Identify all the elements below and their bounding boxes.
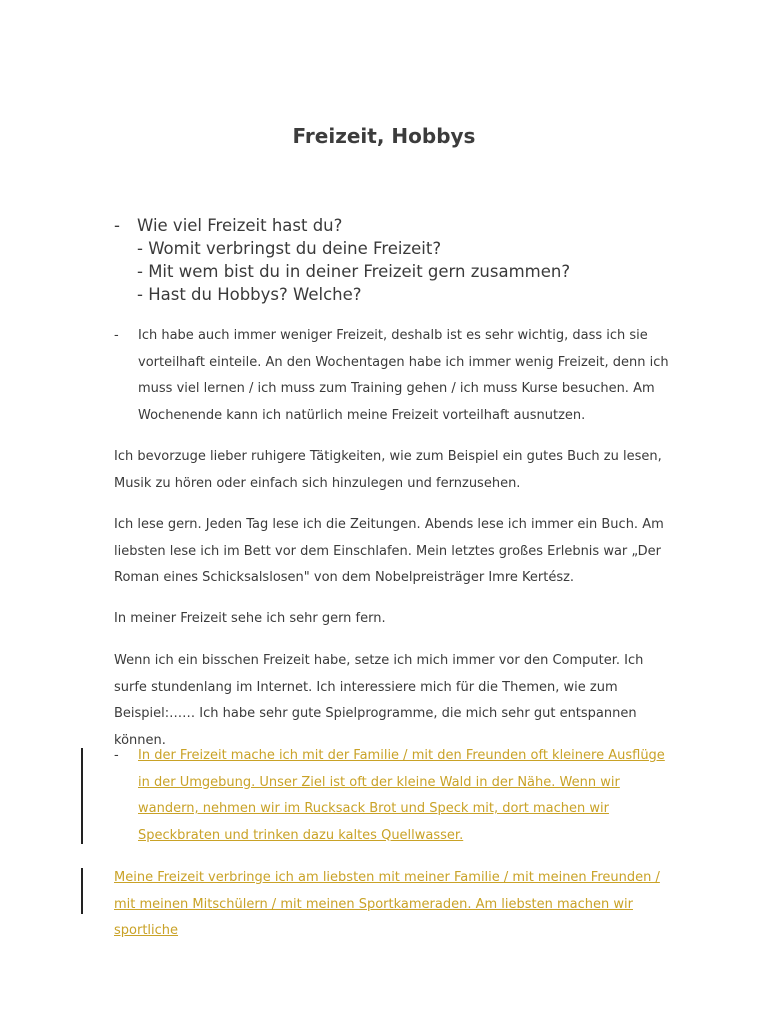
bullet-paragraph [114, 323, 684, 429]
question-text: - Mit wem bist du in deiner Freizeit gern zusammen? [137, 262, 571, 281]
page-title: Freizeit, Hobbys [292, 124, 476, 148]
question-text: - Womit verbringst du deine Freizeit? [137, 239, 442, 258]
question-item [114, 237, 714, 260]
list-dash: - [114, 328, 119, 343]
paragraph: Wenn ich ein bisschen Freizeit habe, setze ich mich immer vor den Computer. Ich surfe stundenlang im Internet. Ich interessiere mich für die Themen, wie zum Beispiel:…… Ich habe sehr gute Spielprogramme, die mich sehr gut entspannen können. [114, 653, 644, 748]
question-item [114, 283, 714, 306]
tracked-change-text: Meine Freizeit verbringe ich am liebsten mit meiner Familie / mit meinen Freunden / mit meinen Mitschülern / mit meinen Sportkameraden. Am liebsten machen wir sportliche [114, 870, 660, 938]
paragraph: Ich bevorzuge lieber ruhigere Tätigkeiten, wie zum Beispiel ein gutes Buch zu lesen, Musik zu hören oder einfach sich hinzulegen und fernzusehen. [114, 449, 662, 491]
list-dash: - [114, 216, 120, 235]
question-list [114, 214, 714, 306]
list-dash: - [114, 748, 119, 763]
paragraph-text: Ich habe auch immer weniger Freizeit, deshalb ist es sehr wichtig, dass ich sie vorteilhaft einteile. An den Wochentagen habe ich immer wenig Freizeit, denn ich muss viel lernen / ich muss zum Training gehen / ich muss Kurse besuchen. Am Wochenende kann ich natürlich meine Freizeit vorteilhaft ausnutzen. [138, 328, 669, 423]
bullet-paragraph [114, 743, 674, 849]
paragraph: In meiner Freizeit sehe ich sehr gern fern. [114, 611, 386, 626]
tracked-change-text: In der Freizeit mache ich mit der Familie / mit den Freunden oft kleinere Ausflüge in der Umgebung. Unser Ziel ist oft der kleine Wald in der Nähe. Wenn wir wandern, nehmen wir im Rucksack Brot und Speck mit, dort machen wir Speckbraten und trinken dazu kaltes Quellwasser. [138, 748, 665, 843]
paragraph: Ich lese gern. Jeden Tag lese ich die Zeitungen. Abends lese ich immer ein Buch. Am liebsten lese ich im Bett vor dem Einschlafen. Mein letztes großes Erlebnis war „Der Roman eines Schicksalslosen" von dem Nobelpreisträger Imre Kertész. [114, 517, 664, 585]
question-text: - Hast du Hobbys? Welche? [137, 285, 362, 304]
question-item [114, 260, 714, 283]
question-text: Wie viel Freizeit hast du? [137, 216, 343, 235]
question-item [114, 214, 714, 237]
change-bar [81, 868, 83, 914]
change-bar [81, 748, 83, 844]
